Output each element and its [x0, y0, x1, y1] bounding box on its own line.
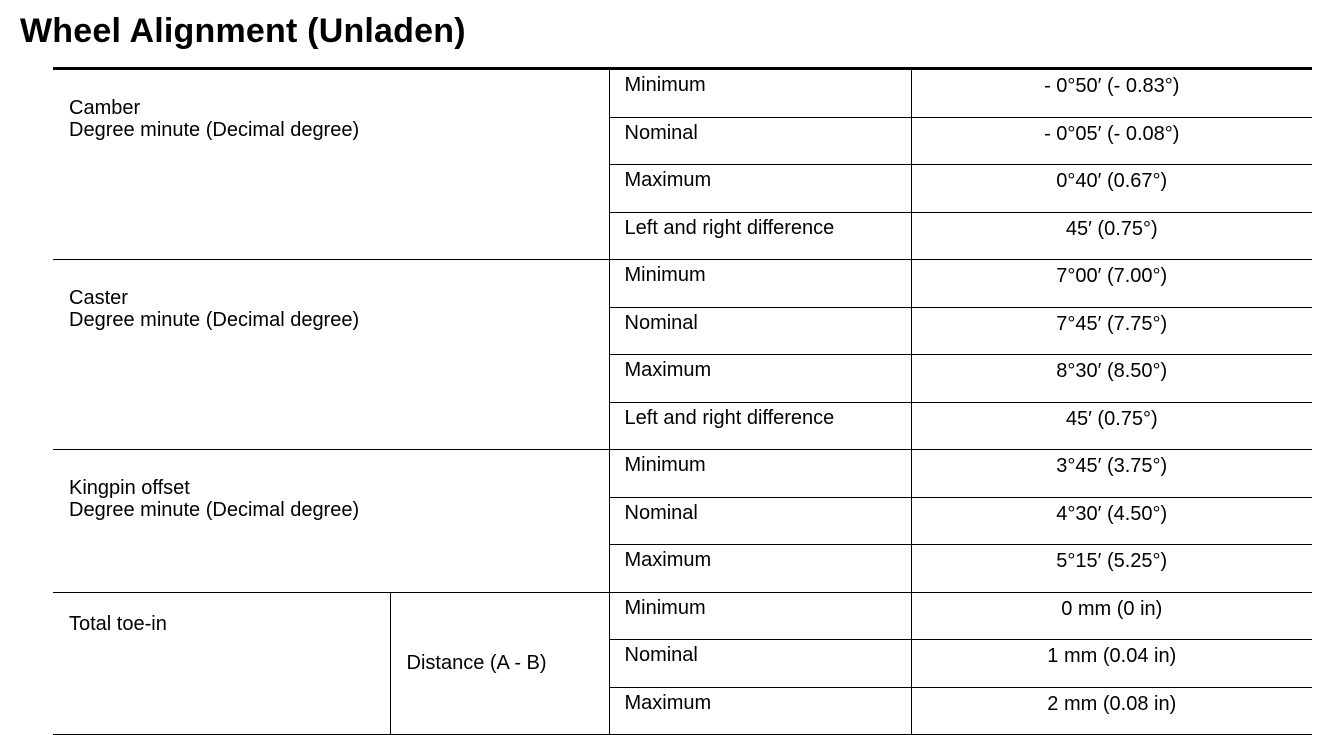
- caster-unit: Degree minute (Decimal degree): [69, 309, 360, 331]
- kingpin-label: Kingpin offset: [69, 477, 190, 499]
- page-title: Wheel Alignment (Unladen): [20, 12, 466, 50]
- spec-value: 0 mm (0 in): [911, 592, 1312, 640]
- spec-kind: Left and right difference: [609, 212, 911, 260]
- spec-kind: Maximum: [609, 545, 911, 593]
- spec-value: 3°45′ (3.75°): [911, 450, 1312, 498]
- spec-kind: Maximum: [609, 355, 911, 403]
- kingpin-unit: Degree minute (Decimal degree): [69, 499, 360, 521]
- spec-kind: Minimum: [609, 592, 911, 640]
- spec-kind: Nominal: [609, 307, 911, 355]
- spec-kind: Nominal: [609, 117, 911, 165]
- spec-kind: Left and right difference: [609, 402, 911, 450]
- spec-value: 45′ (0.75°): [911, 212, 1312, 260]
- spec-value: 2 mm (0.08 in): [911, 687, 1312, 735]
- toe-distance-cell: Distance (A - B): [390, 592, 609, 735]
- spec-value: 7°45′ (7.75°): [911, 307, 1312, 355]
- spec-kind: Maximum: [609, 687, 911, 735]
- caster-label: Caster: [69, 287, 128, 309]
- toe-in-cell: [53, 592, 390, 735]
- spec-kind: Nominal: [609, 497, 911, 545]
- spec-kind: Minimum: [609, 260, 911, 308]
- table-row: [53, 69, 1312, 118]
- spec-value: 4°30′ (4.50°): [911, 497, 1312, 545]
- spec-value: - 0°50′ (- 0.83°): [911, 69, 1312, 118]
- spec-value: 8°30′ (8.50°): [911, 355, 1312, 403]
- camber-label: Camber: [69, 97, 141, 119]
- camber-unit: Degree minute (Decimal degree): [69, 119, 360, 141]
- table-row: [53, 260, 1312, 308]
- spec-kind: Minimum: [609, 450, 911, 498]
- spec-kind: Nominal: [609, 640, 911, 688]
- spec-kind: Minimum: [609, 69, 911, 118]
- spec-kind: Maximum: [609, 165, 911, 213]
- camber-cell: [53, 69, 609, 260]
- caster-cell: [53, 260, 609, 450]
- kingpin-cell: [53, 450, 609, 593]
- spec-value: 0°40′ (0.67°): [911, 165, 1312, 213]
- spec-value: 7°00′ (7.00°): [911, 260, 1312, 308]
- spec-value: 45′ (0.75°): [911, 402, 1312, 450]
- table-row: [53, 450, 1312, 498]
- spec-value: - 0°05′ (- 0.08°): [911, 117, 1312, 165]
- spec-value: 1 mm (0.04 in): [911, 640, 1312, 688]
- spec-value: 5°15′ (5.25°): [911, 545, 1312, 593]
- toe-in-label: Total toe-in: [69, 612, 167, 635]
- wheel-alignment-table: [53, 67, 1312, 735]
- table-row: [53, 592, 1312, 640]
